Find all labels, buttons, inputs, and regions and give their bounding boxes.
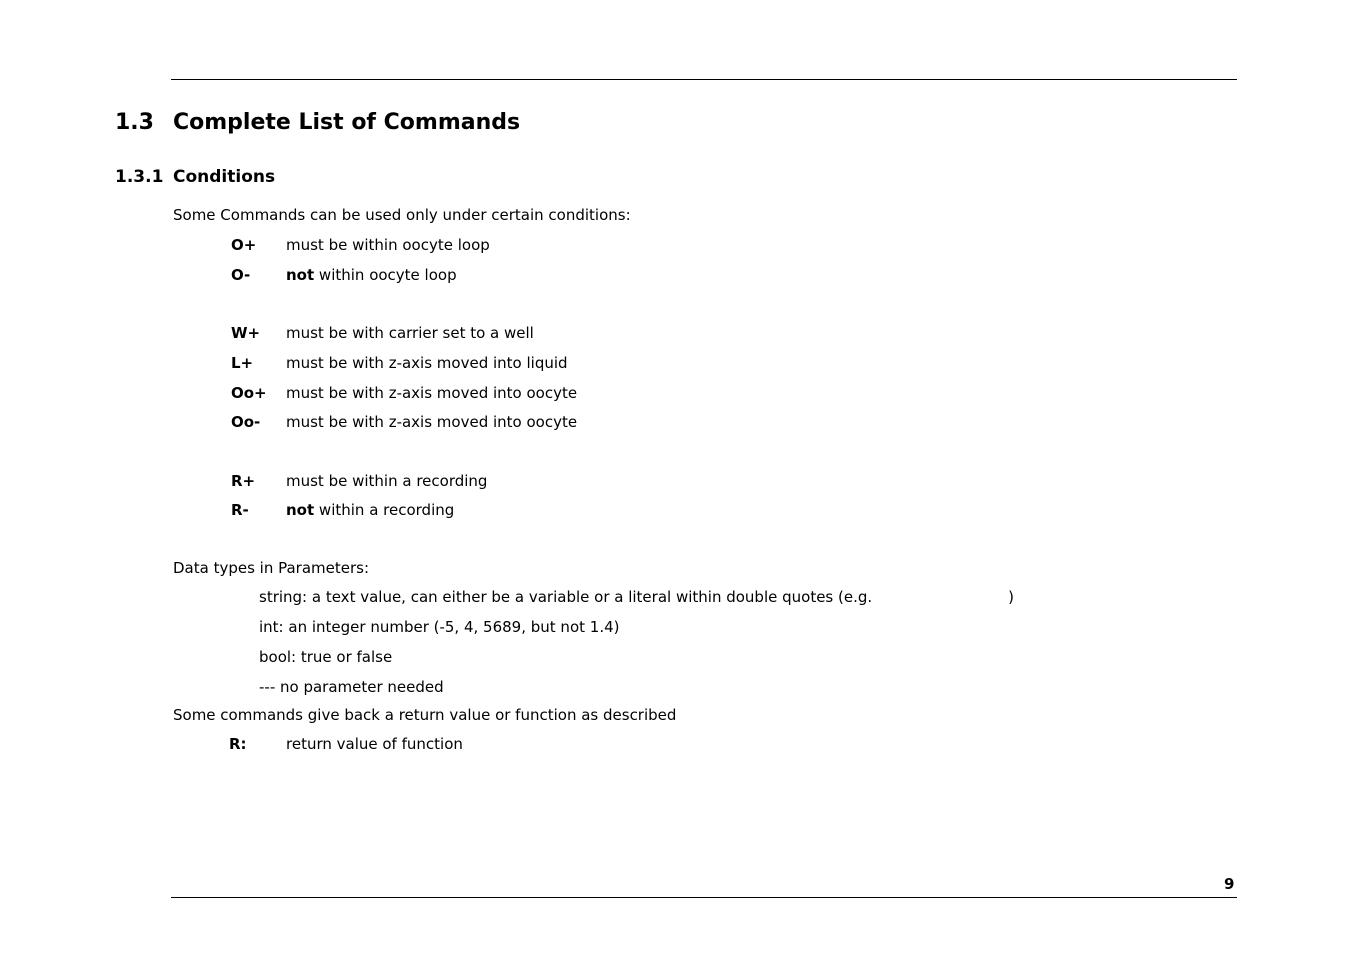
data-types-heading: Data types in Parameters: — [173, 559, 370, 577]
condition-code: R+ — [231, 472, 256, 490]
header-rule — [171, 79, 1237, 80]
condition-code: L+ — [231, 354, 254, 372]
condition-text: must be with carrier set to a well — [286, 324, 534, 342]
page-number: 9 — [1224, 875, 1235, 893]
condition-item — [231, 383, 577, 403]
condition-item — [231, 323, 534, 343]
condition-code: W+ — [231, 324, 261, 342]
condition-code: Oo+ — [231, 384, 267, 402]
condition-code: R- — [231, 501, 249, 519]
condition-text: within a recording — [314, 501, 455, 519]
data-type-string — [259, 587, 1014, 607]
return-code: R: — [229, 735, 247, 753]
condition-code: Oo- — [231, 413, 261, 431]
condition-text: must be with z-axis moved into oocyte — [286, 384, 578, 402]
section-number: 1.3 — [115, 110, 154, 135]
data-type-int: int: an integer number (-5, 4, 5689, but not 1.4) — [259, 618, 620, 636]
data-type-string-close: ) — [1008, 588, 1015, 606]
return-intro: Some commands give back a return value or function as described — [173, 706, 677, 724]
return-item — [229, 734, 463, 754]
footer-rule — [171, 897, 1237, 898]
condition-text: must be with z-axis moved into oocyte — [286, 413, 578, 431]
section-heading — [115, 109, 520, 137]
condition-item — [231, 235, 490, 255]
condition-text: must be with z-axis moved into liquid — [286, 354, 568, 372]
conditions-intro: Some Commands can be used only under certain conditions: — [173, 206, 631, 224]
condition-emphasis: not — [286, 266, 315, 284]
condition-item — [231, 353, 568, 373]
section-title: Complete List of Commands — [173, 110, 521, 135]
condition-item — [231, 471, 487, 491]
condition-text: must be within oocyte loop — [286, 236, 490, 254]
condition-text: within oocyte loop — [314, 266, 457, 284]
condition-text: must be within a recording — [286, 472, 488, 490]
condition-code: O- — [231, 266, 251, 284]
subsection-title: Conditions — [173, 167, 276, 187]
condition-item — [231, 412, 577, 432]
subsection-number: 1.3.1 — [115, 167, 164, 187]
condition-item — [231, 265, 457, 285]
condition-emphasis: not — [286, 501, 315, 519]
condition-item — [231, 500, 454, 520]
condition-code: O+ — [231, 236, 257, 254]
data-type-none: --- no parameter needed — [259, 678, 444, 696]
data-type-string-text: string: a text value, can either be a variable or a literal within double quotes (e.g. — [259, 588, 873, 606]
data-type-bool: bool: true or false — [259, 648, 393, 666]
subsection-heading — [115, 166, 275, 188]
return-text: return value of function — [286, 735, 463, 753]
